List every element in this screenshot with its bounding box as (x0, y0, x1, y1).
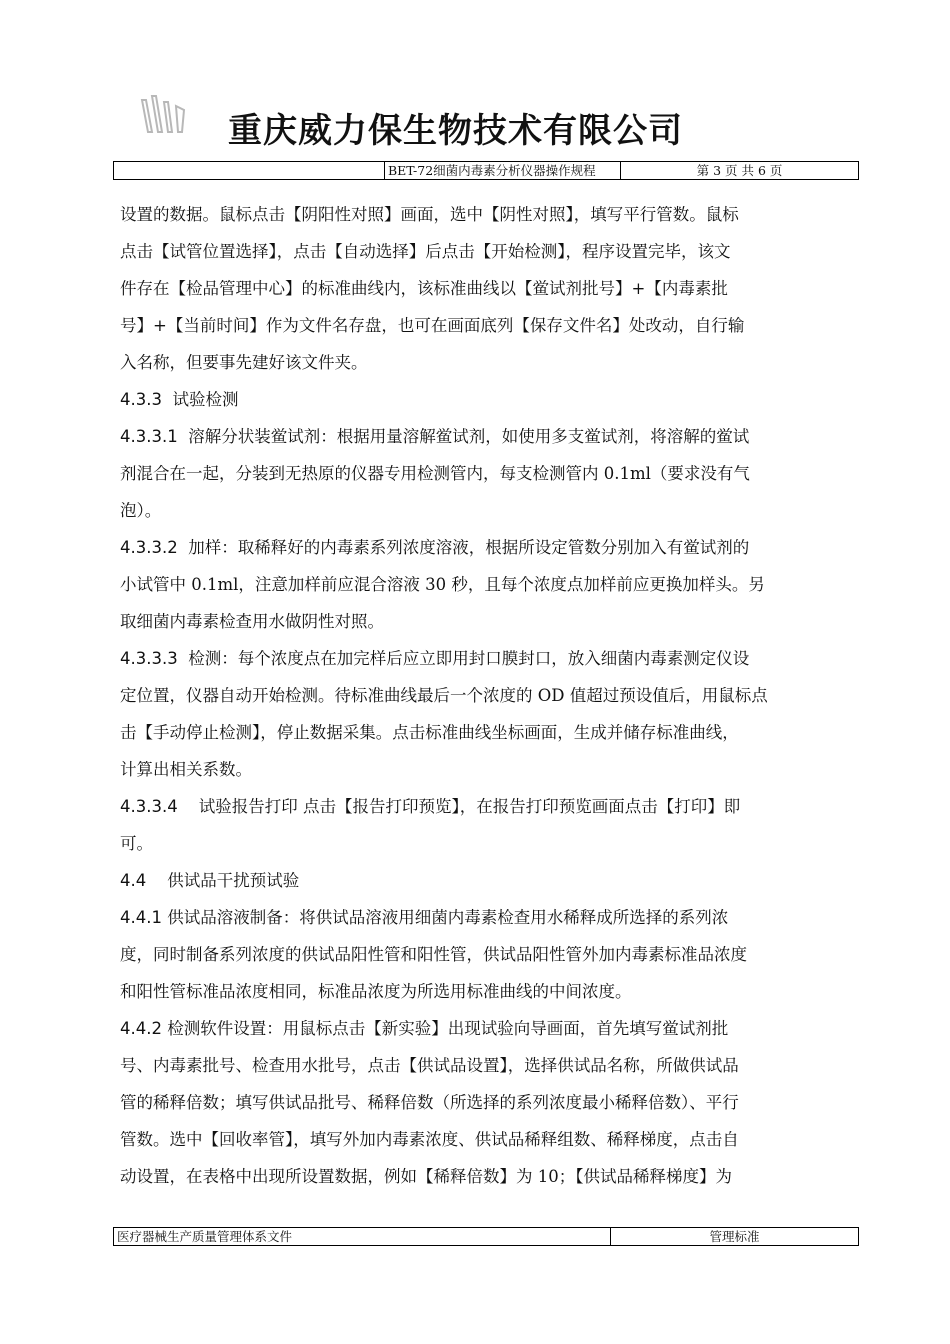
section-4-3-3-2: 4.3.3.2 加样：取稀释好的内毒素系列浓度溶液，根据所设定管数分别加入有鲎试剂的 小试管中 0.1ml，注意加样前应混合溶液 30 秒，且每个浓度点加样前应更换加样头。另 取细菌内毒素检查用水做阴性对照。 (120, 538, 765, 631)
header-empty-cell (114, 162, 385, 180)
header-table (113, 161, 859, 180)
section-4-4-1: 4.4.1 供试品溶液制备：将供试品溶液用细菌内毒素检查用水稀释成所选择的系列浓 度，同时制备系列浓度的供试品阳性管和阳性管，供试品阳性管外加内毒素标准品浓度 和阳性管标准品浓度相同，标准品浓度为所选用标准曲线的中间浓度。 (120, 908, 747, 1001)
company-name: 重庆威力保生物技术有限公司 (228, 111, 683, 151)
page-info: 第 3 页 共 6 页 (621, 162, 859, 180)
footer-right-text: 管理标准 (611, 1228, 859, 1246)
paragraph-p1: 设置的数据。鼠标点击【阴阳性对照】画面，选中【阴性对照】，填写平行管数。鼠标 点击【试管位置选择】，点击【自动选择】后点击【开始检测】，程序设置完毕，该文 件存在【检品管理中心】的标准曲线内，该标准曲线以【鲎试剂批号】+【内毒素批 号】+【当前时间】作为文件名存盘，也可在画面底列【保存文件名】处改动，自行输 入名称，但要事先建好该文件夹。 (120, 205, 745, 372)
footer-table (113, 1227, 859, 1246)
document-body (120, 196, 860, 1195)
section-4-3-3-3: 4.3.3.3 检测：每个浓度点在加完样后应立即用封口膜封口，放入细菌内毒素测定仪设 定位置，仪器自动开始检测。待标准曲线最后一个浓度的 OD 值超过预设值后，用鼠标点 击【手动停止检测】，停止数据采集。点击标准曲线坐标画面，生成并储存标准曲线， 计算出相关系数。 (120, 649, 768, 779)
section-heading-4-4: 4.4 供试品干扰预试验 (120, 871, 300, 890)
section-heading-4-3-3: 4.3.3 试验检测 (120, 390, 239, 409)
section-4-4-2: 4.4.2 检测软件设置：用鼠标点击【新实验】出现试验向导画面，首先填写鲎试剂批 号、内毒素批号、检查用水批号，点击【供试品设置】，选择供试品名称，所做供试品 管的稀释倍数；填写供试品批号、稀释倍数（所选择的系列浓度最小稀释倍数）、平行 管数。选中【回收率管】，填写外加内毒素浓度、供试品稀释组数、稀释梯度，点击自 动设置，在表格中出现所设置数据，例如【稀释倍数】为 10；【供试品稀释梯度】为 (120, 1019, 739, 1186)
footer-left-text: 医疗器械生产质量管理体系文件 (114, 1228, 611, 1246)
section-4-3-3-4: 4.3.3.4 试验报告打印 点击【报告打印预览】，在报告打印预览画面点击【打印】即 可。 (120, 797, 741, 853)
section-4-3-3-1: 4.3.3.1 溶解分状装鲎试剂：根据用量溶解鲎试剂，如使用多支鲎试剂，将溶解的鲎试 剂混合在一起，分装到无热原的仪器专用检测管内，每支检测管内 0.1ml（要求没有气 泡）。 (120, 427, 750, 520)
company-logo-icon (138, 92, 190, 138)
doc-title: BET-72细菌内毒素分析仪器操作规程 (385, 162, 621, 180)
